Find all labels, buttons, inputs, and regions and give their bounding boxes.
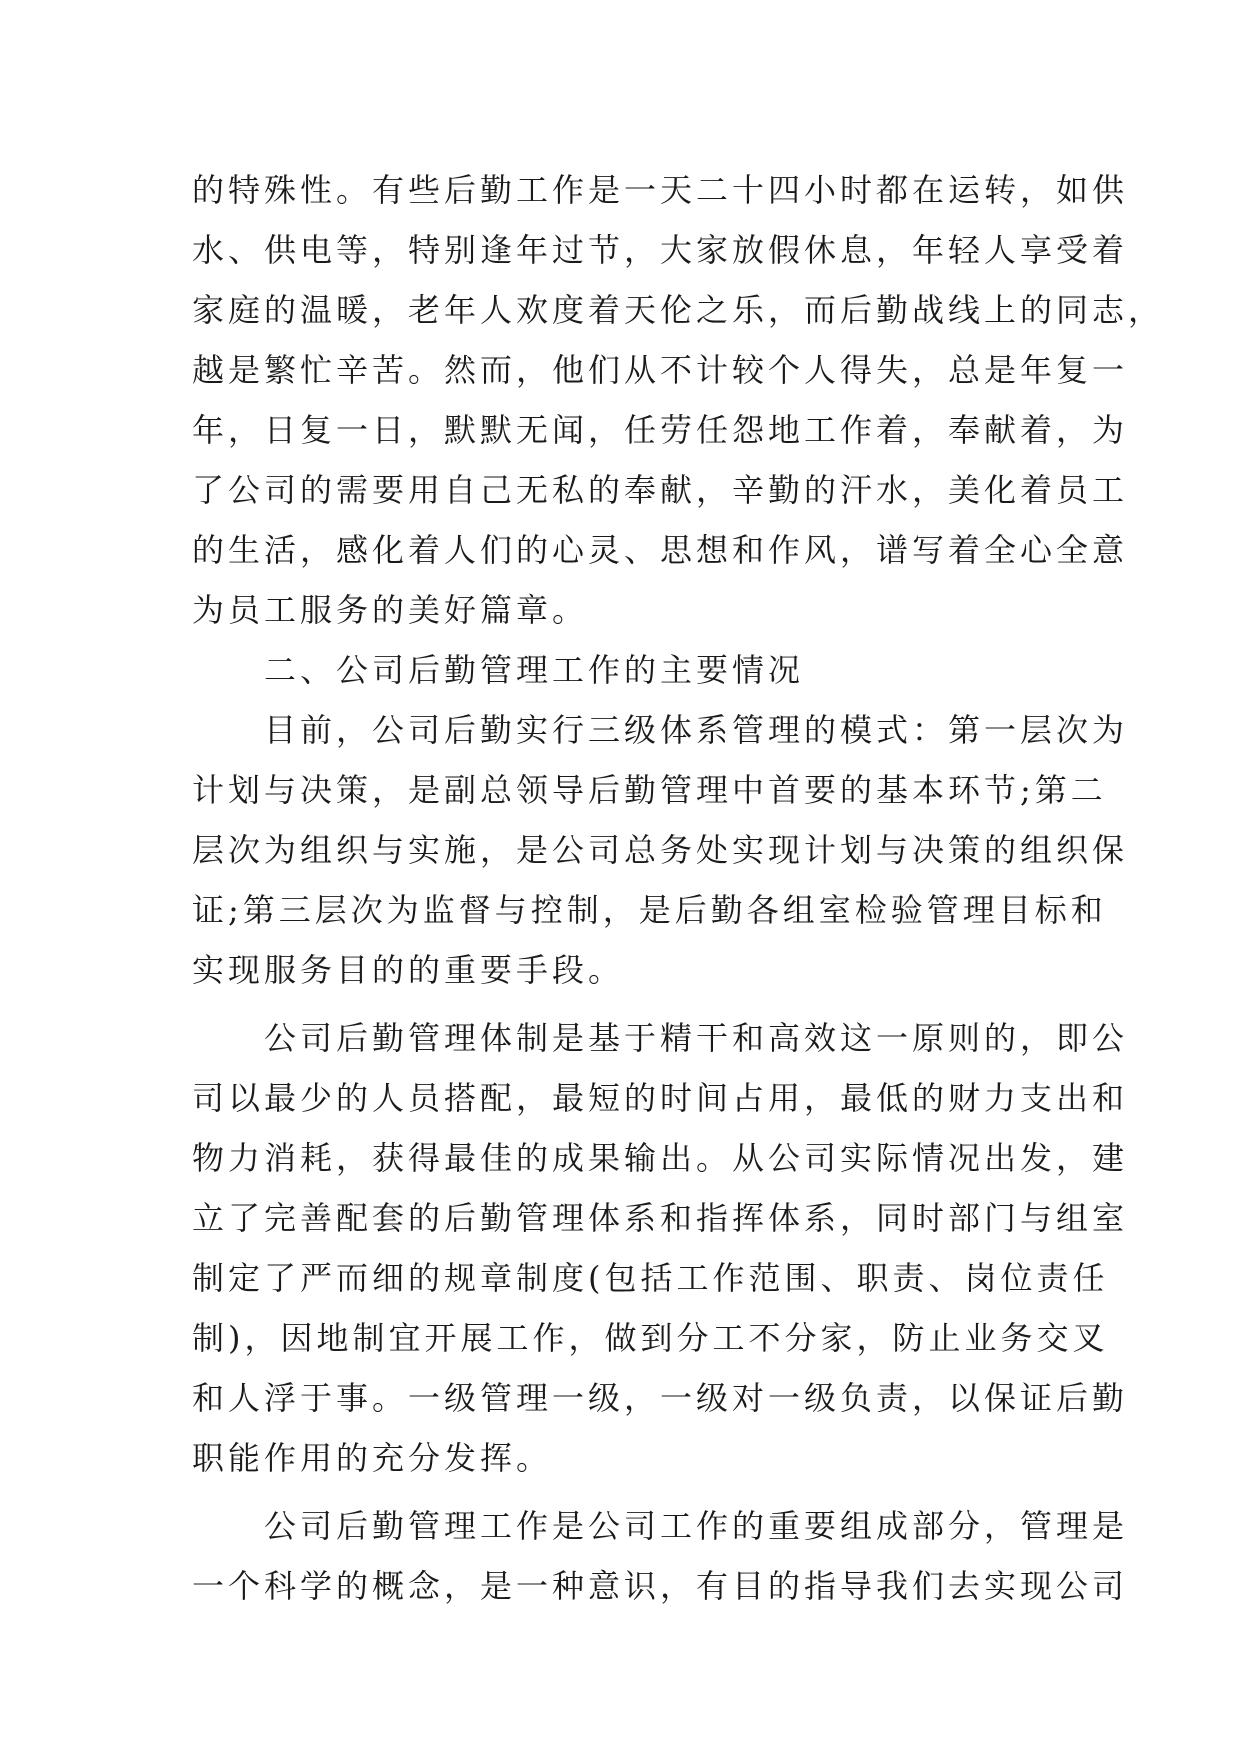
text-line: 的特殊性。有些后勤工作是一天二十四小时都在运转，如供	[192, 171, 1129, 209]
text-line: 一个科学的概念，是一种意识，有目的指导我们去实现公司	[192, 1567, 1129, 1605]
text-line: 公司后勤管理工作是公司工作的重要组成部分，管理是	[192, 1507, 1129, 1545]
text-line: 职能作用的充分发挥。	[192, 1439, 553, 1477]
text-line: 制定了严而细的规章制度(包括工作范围、职责、岗位责任	[192, 1259, 1109, 1297]
body-text	[192, 160, 1165, 1616]
text-line: 立了完善配套的后勤管理体系和指挥体系，同时部门与组室	[192, 1199, 1129, 1237]
text-line: 司以最少的人员搭配，最短的时间占用，最低的财力支出和	[192, 1079, 1129, 1117]
text-line: 目前，公司后勤实行三级体系管理的模式：第一层次为	[192, 711, 1129, 749]
text-line: 水、供电等，特别逢年过节，大家放假休息，年轻人享受着	[192, 231, 1129, 269]
paragraph-management-system	[192, 1008, 1129, 1488]
text-line: 年，日复一日，默默无闻，任劳任怨地工作着，奉献着，为	[192, 411, 1129, 449]
text-line: 为员工服务的美好篇章。	[192, 591, 589, 629]
text-line: 计划与决策，是副总领导后勤管理中首要的基本环节;第二	[192, 771, 1107, 809]
text-line: 越是繁忙辛苦。然而，他们从不计较个人得失，总是年复一	[192, 351, 1129, 389]
text-line: 公司后勤管理体制是基于精干和高效这一原则的，即公	[192, 1019, 1129, 1057]
text-line: 实现服务目的的重要手段。	[192, 951, 625, 989]
text-line: 家庭的温暖，老年人欢度着天伦之乐，而后勤战线上的同志，	[192, 291, 1165, 329]
paragraph-management-concept	[192, 1496, 1129, 1616]
text-line: 的生活，感化着人们的心灵、思想和作风，谱写着全心全意	[192, 531, 1129, 569]
text-line: 和人浮于事。一级管理一级，一级对一级负责，以保证后勤	[192, 1379, 1129, 1417]
paragraph-logistics-specialness	[192, 160, 1165, 640]
text-line: 物力消耗，获得最佳的成果输出。从公司实际情况出发，建	[192, 1139, 1129, 1177]
text-line: 了公司的需要用自己无私的奉献，辛勤的汗水，美化着员工	[192, 471, 1129, 509]
section-heading	[192, 640, 1052, 700]
text-line: 证;第三层次为监督与控制，是后勤各组室检验管理目标和	[192, 891, 1107, 929]
text-line: 制)，因地制宜开展工作，做到分工不分家，防止业务交叉	[192, 1319, 1109, 1357]
text-line: 层次为组织与实施，是公司总务处实现计划与决策的组织保	[192, 831, 1129, 869]
heading-line: 二、公司后勤管理工作的主要情况	[192, 651, 805, 689]
paragraph-three-tier-system	[192, 700, 1129, 1000]
